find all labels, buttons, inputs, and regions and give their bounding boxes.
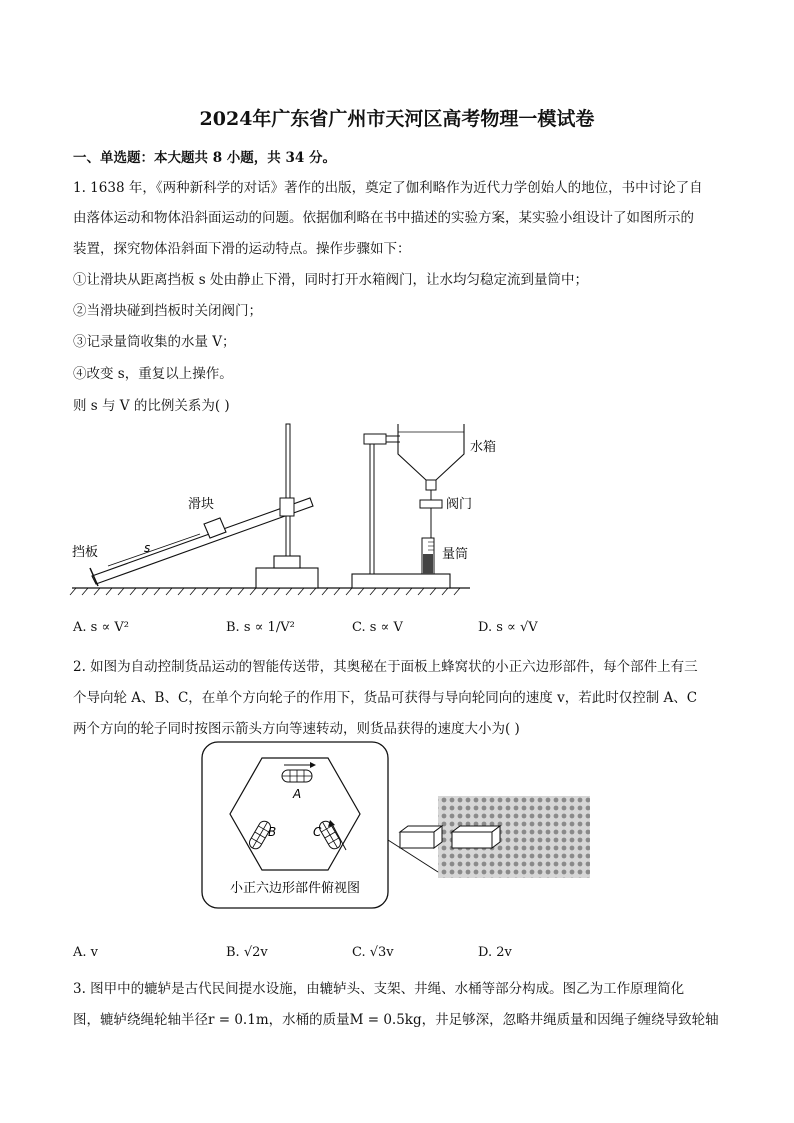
q2-line-2: 个导向轮 A、B、C，在单个方向轮子的作用下，货品可获得与导向轮同向的速度 v，若此时仅控制 A、C (73, 690, 698, 706)
q1-line-5: ②当滑块碰到挡板时关闭阀门； (73, 303, 262, 319)
tank-label: 水箱 (470, 440, 497, 455)
block-label: 滑块 (188, 497, 215, 512)
q1-option-d[interactable]: D. s ∝ √V (478, 620, 538, 635)
q1-line-2: 由落体运动和物体沿斜面运动的问题。依据伽利略在书中描述的实验方案，某实验小组设计了如图所示的 (73, 210, 694, 226)
wheel-b-label: B (268, 825, 277, 839)
q1-apparatus-figure (60, 418, 497, 598)
wheel-a-label: A (293, 787, 302, 801)
q1-line-3: 装置，探究物体沿斜面下滑的运动特点。操作步骤如下： (73, 241, 411, 257)
q2-option-d[interactable]: D. 2v (478, 945, 512, 960)
q2-line-3: 两个方向的轮子同时按图示箭头方向等速转动，则货品获得的速度大小为( ) (73, 721, 520, 737)
s-distance-label: s (144, 541, 151, 555)
valve-label: 阀门 (446, 497, 473, 512)
q2-conveyor-figure (200, 740, 600, 912)
q2-option-a[interactable]: A. v (73, 945, 98, 960)
q2-line-1: 2. 如图为自动控制货品运动的智能传送带，其奥秘在于面板上蜂窝状的小正六边形部件，每个部件上有三 (73, 659, 698, 675)
q2-option-c[interactable]: C. √3v (352, 945, 394, 960)
q3-line-2: 图，辘轳绕绳轮轴半径r = 0.1m，水桶的质量M = 0.5kg，井足够深，忽略井绳质量和因绳子缠绕导致轮轴 (73, 1012, 719, 1028)
q1-line-6: ③记录量筒收集的水量 V； (73, 334, 236, 350)
stop-board-label: 挡板 (72, 545, 99, 560)
q1-option-c[interactable]: C. s ∝ V (352, 620, 403, 635)
cargo-box-1 (400, 826, 442, 848)
q1-line-8: 则 s 与 V 的比例关系为( ) (73, 398, 230, 414)
q3-line-1: 3. 图甲中的辘轳是古代民间提水设施，由辘轳头、支架、井绳、水桶等部分构成。图乙为工作原理简化 (73, 981, 685, 997)
cylinder-label: 量筒 (442, 547, 469, 562)
section-heading: 一、单选题：本大题共 8 小题，共 34 分。 (73, 150, 336, 166)
hexagon-caption: 小正六边形部件俯视图 (229, 881, 361, 896)
cargo-box-2 (452, 826, 500, 848)
wheel-c-label: C (313, 825, 322, 839)
wheel-a-icon (282, 762, 316, 782)
q1-option-a[interactable]: A. s ∝ V² (73, 620, 129, 635)
q2-option-b[interactable]: B. √2v (226, 945, 268, 960)
exam-title: 2024年广东省广州市天河区高考物理一模试卷 (199, 108, 595, 130)
q1-option-b[interactable]: B. s ∝ 1/V² (226, 620, 295, 635)
q1-line-1: 1. 1638 年，《两种新科学的对话》著作的出版，奠定了伽利略作为近代力学创始人的地位，书中讨论了自 (73, 180, 703, 196)
q1-line-4: ①让滑块从距离挡板 s 处由静止下滑，同时打开水箱阀门，让水均匀稳定流到量筒中； (73, 272, 589, 288)
q1-line-7: ④改变 s，重复以上操作。 (73, 366, 233, 382)
